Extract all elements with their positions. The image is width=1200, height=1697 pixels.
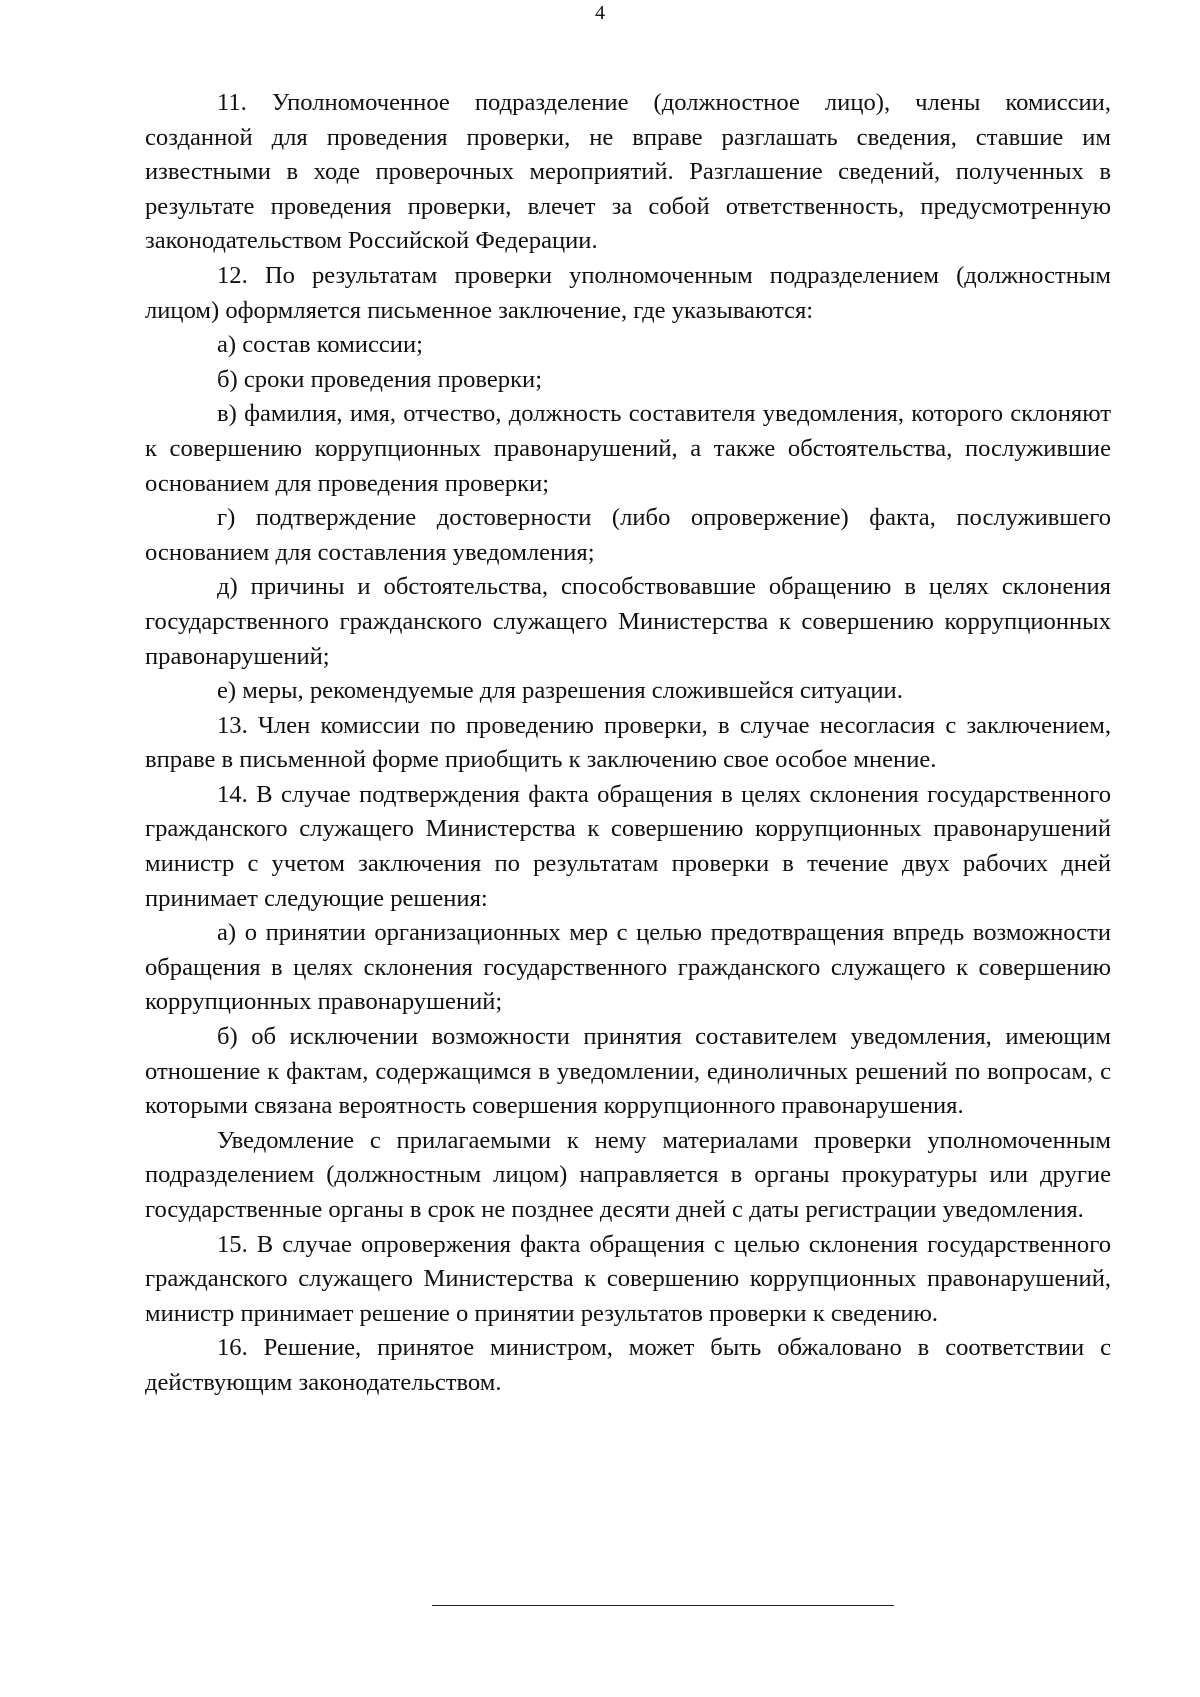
end-of-document-divider	[432, 1605, 894, 1606]
paragraph-13: 13. Член комиссии по проведению проверки, в случае несогласия с заключением, вправе в письменной форме приобщить к заключению свое особое мнение.	[145, 711, 1111, 774]
list-item-14b: б) об исключении возможности принятия составителем уведомления, имеющим отношение к фактам, содержащимся в уведомлении, единоличных решений по вопросам, с которыми связана вероятность совершения коррупционного правонарушения.	[145, 1023, 1111, 1120]
list-item-12e: е) меры, рекомендуемые для разрешения сложившейся ситуации.	[217, 677, 903, 705]
list-item-12a: а) состав комиссии;	[217, 331, 423, 359]
list-item-12b: б) сроки проведения проверки;	[217, 365, 543, 393]
list-item-14a: а) о принятии организационных мер с целью предотвращения впредь возможности обращения в целях склонения государственного гражданского служащего к совершению коррупционных правонарушений;	[145, 919, 1111, 1016]
list-item-12v: в) фамилия, имя, отчество, должность составителя уведомления, которого склоняют к совершению коррупционных правонарушений, а также обстоятельства, послужившие основанием для проведения проверки;	[145, 400, 1111, 497]
page-number: 4	[595, 2, 605, 24]
paragraph-12: 12. По результатам проверки уполномоченным подразделением (должностным лицом) оформляется письменное заключение, где указываются:	[145, 261, 1111, 324]
paragraph-11: 11. Уполномоченное подразделение (должностное лицо), члены комиссии, созданной для проведения проверки, не вправе разглашать сведения, ставшие им известными в ходе проверочных мероприятий. Разглашение сведений, полученных в результате проведения проверки, влечет за собой ответственность, предусмотренную законодательством Российской Федерации.	[145, 89, 1111, 255]
list-item-12g: г) подтверждение достоверности (либо опровержение) факта, послужившего основанием для составления уведомления;	[145, 504, 1111, 566]
paragraph-16: 16. Решение, принятое министром, может быть обжаловано в соответствии с действующим законодательством.	[145, 1334, 1111, 1396]
paragraph-15: 15. В случае опровержения факта обращения с целью склонения государственного гражданского служащего Министерства к совершению коррупционных правонарушений, министр принимает решение о принятии результатов проверки к сведению.	[145, 1230, 1111, 1327]
document-body	[145, 86, 1111, 1401]
list-item-12d: д) причины и обстоятельства, способствовавшие обращению в целях склонения государственного гражданского служащего Министерства к совершению коррупционных правонарушений;	[145, 573, 1111, 670]
paragraph-notification: Уведомление с прилагаемыми к нему материалами проверки уполномоченным подразделением (должностным лицом) направляется в органы прокуратуры или другие государственные органы в срок не позднее десяти дней с даты регистрации уведомления.	[145, 1126, 1111, 1223]
paragraph-14: 14. В случае подтверждения факта обращения в целях склонения государственного гражданского служащего Министерства к совершению коррупционных правонарушений министр с учетом заключения по результатам проверки в течение двух рабочих дней принимает следующие решения:	[145, 780, 1111, 912]
